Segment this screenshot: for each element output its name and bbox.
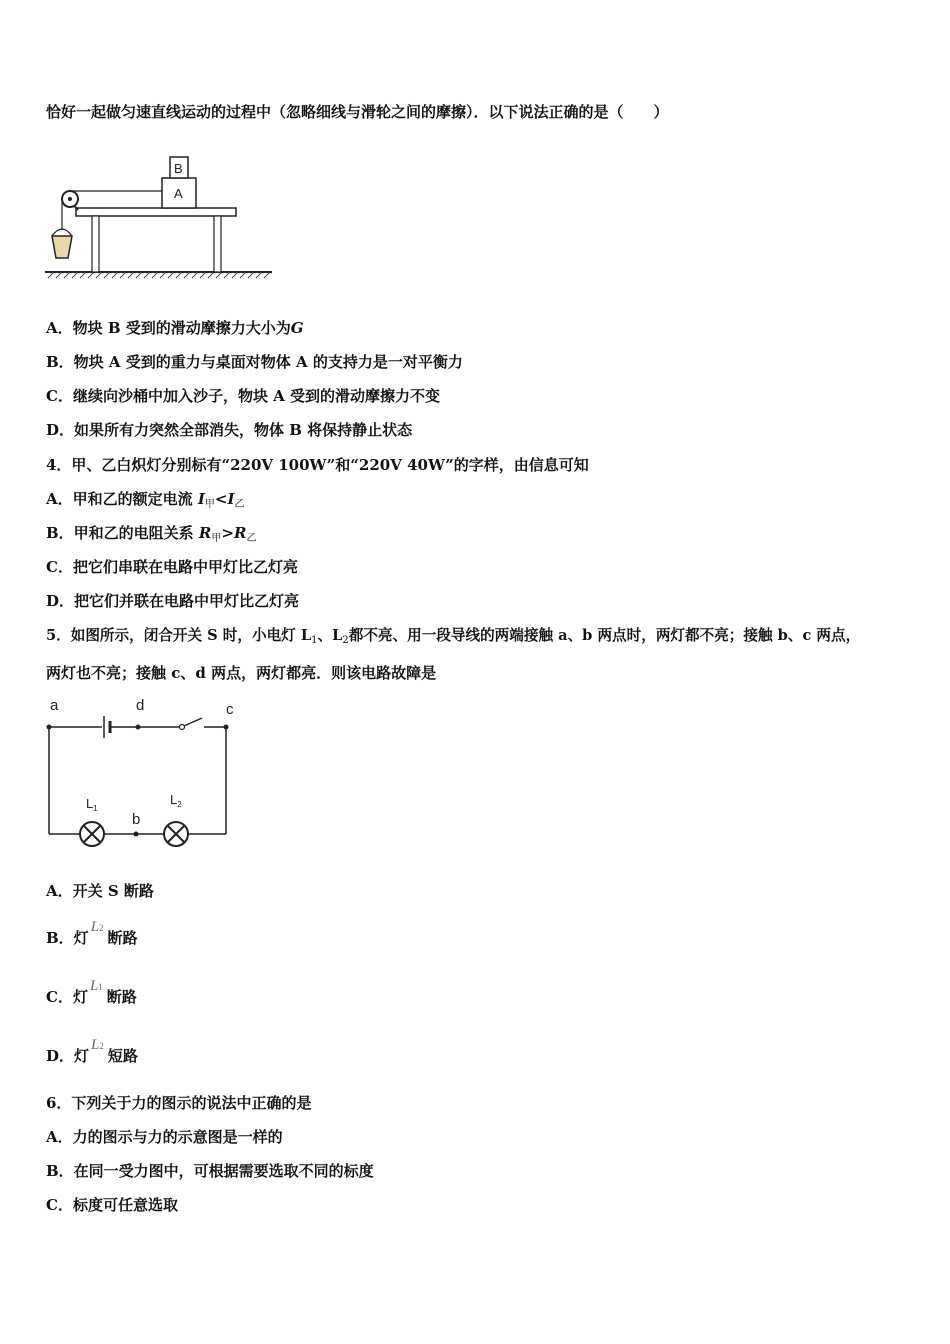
q3-option-d: D．如果所有力突然全部消失，物体 B 将保持静止状态 — [46, 421, 413, 439]
q6-option-b: B．在同一受力图中，可根据需要选取不同的标度 — [46, 1162, 374, 1180]
q4-option-a: A．甲和乙的额定电流 $I_甲<I_乙$ — [46, 490, 245, 510]
q6-option-c: C．标度可任意选取 — [46, 1196, 178, 1214]
label-a: a — [50, 697, 59, 714]
block-a-label: A — [174, 186, 183, 201]
block-b-label: B — [174, 161, 183, 176]
q6-stem: 6．下列关于力的图示的说法中正确的是 — [46, 1094, 312, 1112]
label-c: c — [226, 701, 234, 718]
label-l2: $L_2$ — [170, 792, 182, 809]
q5-stem-line2: 两灯也不亮；接触 c、d 两点，两灯都亮．则该电路故障是 — [46, 664, 437, 682]
switch-pivot — [180, 725, 185, 730]
q6-option-a: A．力的图示与力的示意图是一样的 — [46, 1128, 283, 1146]
sand-bucket — [52, 236, 72, 258]
label-d: d — [136, 697, 145, 714]
figure-table-pulley — [40, 148, 280, 283]
label-b: b — [132, 811, 141, 828]
table-top — [76, 208, 236, 216]
q3-option-b: B．物块 A 受到的重力与桌面对物体 A 的支持力是一对平衡力 — [46, 353, 463, 371]
q3-option-c: C．继续向沙桶中加入沙子，物块 A 受到的滑动摩擦力不变 — [46, 387, 441, 405]
q4-option-b: B．甲和乙的电阻关系 $R_甲>R_乙$ — [46, 524, 257, 544]
q3-option-a: A．物块 B 受到的滑动摩擦力大小为G — [46, 319, 304, 337]
q5-option-a: A．开关 S 断路 — [46, 882, 154, 900]
table-leg-left — [92, 216, 99, 272]
q4-option-c: C．把它们串联在电路中甲灯比乙灯亮 — [46, 558, 298, 576]
q4-stem: 4．甲、乙白炽灯分别标有“220V 100W”和“220V 40W”的字样，由信息可知 — [46, 456, 589, 474]
q5-stem-line1: 5．如图所示，闭合开关 S 时，小电灯 $L_1$、$L_2$都不亮、用一段导线的两端接触 a、b 两点时，两灯都不亮；接触 b、c 两点， — [46, 627, 861, 646]
table-leg-right — [214, 216, 221, 272]
q5-option-b: B．灯L2断路 — [46, 919, 138, 947]
figure-circuit — [40, 692, 250, 862]
switch-blade — [184, 718, 202, 726]
q3-intro: 恰好一起做匀速直线运动的过程中（忽略细线与滑轮之间的摩擦）．以下说法正确的是（ ） — [46, 103, 669, 121]
label-l1: $L_1$ — [86, 796, 98, 813]
q5-option-d: D．灯L2短路 — [46, 1037, 138, 1065]
q5-option-c: C．灯L1断路 — [46, 978, 137, 1006]
q4-option-d: D．把它们并联在电路中甲灯比乙灯亮 — [46, 592, 300, 610]
